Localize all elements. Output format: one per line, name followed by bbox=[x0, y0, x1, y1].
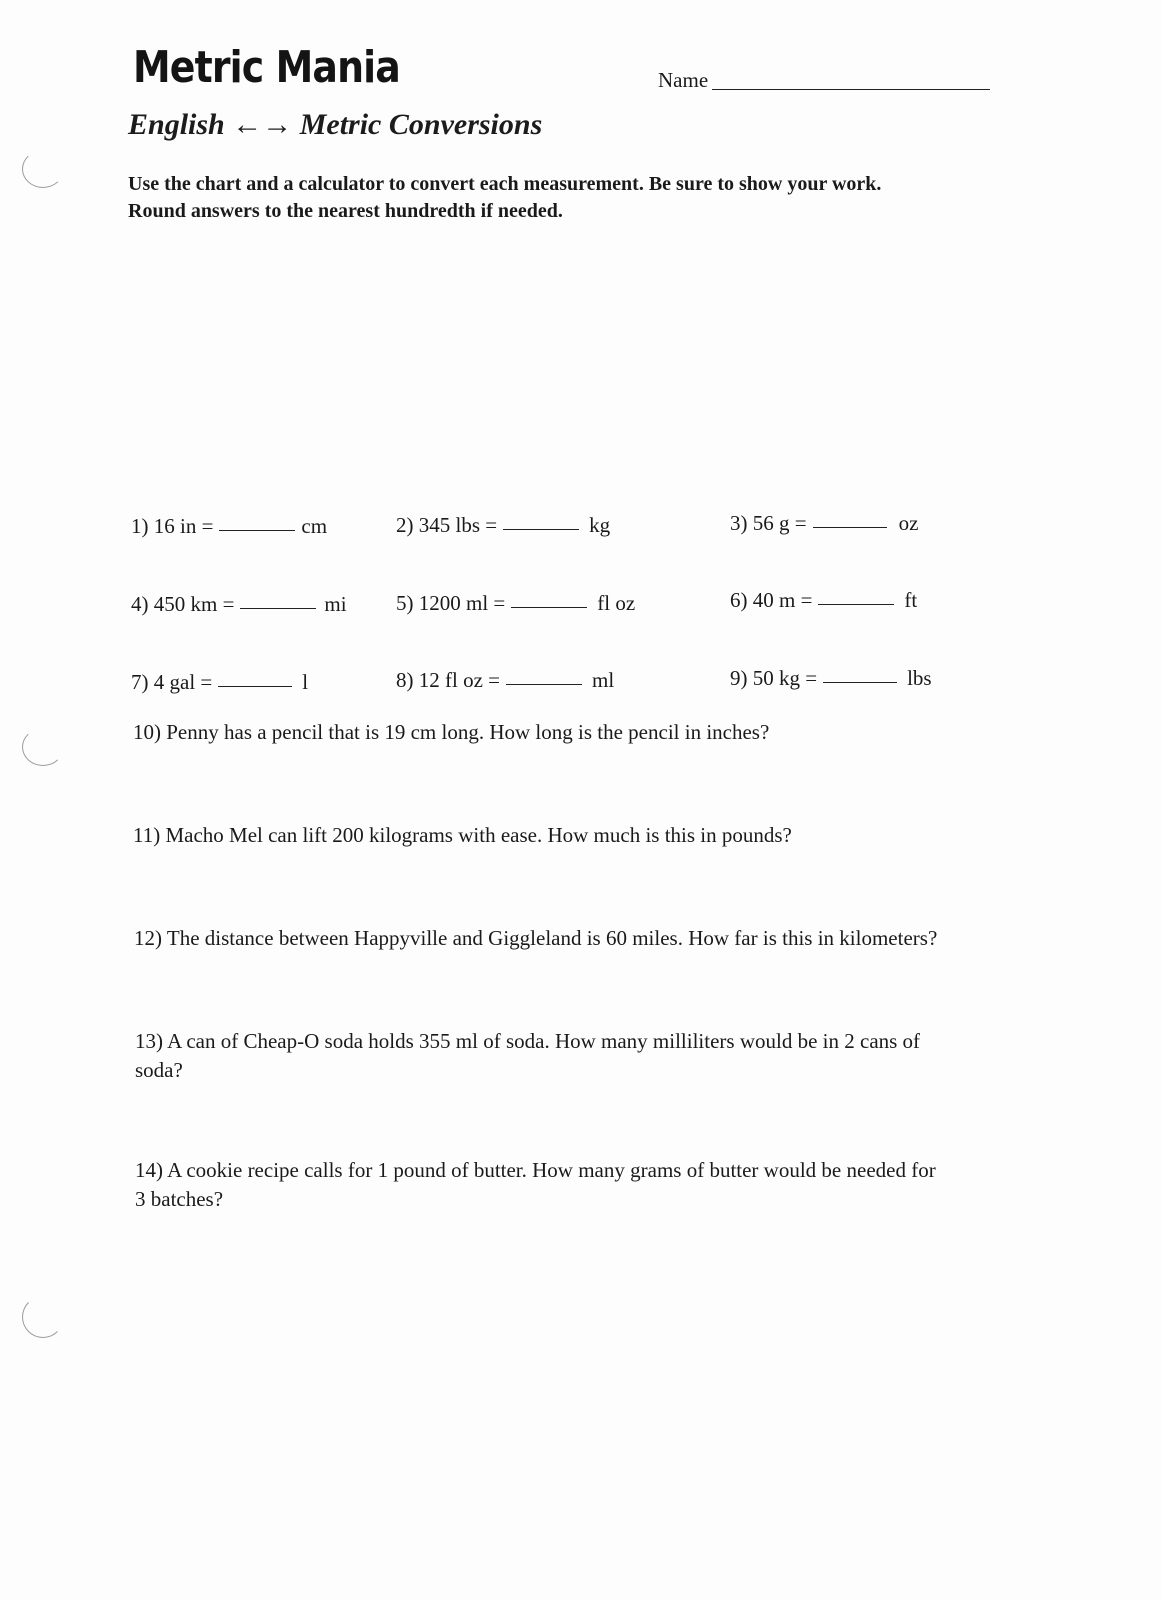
problem-unit: ml bbox=[592, 668, 615, 692]
name-field-line[interactable] bbox=[712, 89, 990, 90]
word-problem-14-line-1: 14) A cookie recipe calls for 1 pound of butter. How many grams of butter would be needed for bbox=[135, 1158, 936, 1182]
answer-blank[interactable] bbox=[511, 606, 587, 608]
problem-unit: kg bbox=[589, 513, 611, 537]
problem-7 bbox=[131, 670, 308, 695]
problem-unit: l bbox=[302, 670, 309, 694]
problem-unit: mi bbox=[324, 592, 347, 616]
word-problem-10: 10) Penny has a pencil that is 19 cm long. How long is the pencil in inches? bbox=[133, 720, 770, 744]
word-problem-13-line-1: 13) A can of Cheap-O soda holds 355 ml of soda. How many milliliters would be in 2 cans of bbox=[135, 1029, 921, 1053]
problem-3 bbox=[730, 511, 918, 536]
hole-punch-mark-top bbox=[22, 150, 64, 188]
answer-blank[interactable] bbox=[218, 685, 292, 687]
word-problem-13-line-2: soda? bbox=[135, 1058, 183, 1082]
problem-prompt: 3) 56 g = bbox=[730, 511, 807, 535]
worksheet-title: Metric Mania bbox=[133, 42, 400, 93]
word-problem-13 bbox=[135, 1027, 920, 1085]
word-problem-12: 12) The distance between Happyville and Giggleland is 60 miles. How far is this in kilometers? bbox=[134, 926, 938, 950]
problem-9 bbox=[730, 666, 932, 691]
instructions-line-2: Round answers to the nearest hundredth if needed. bbox=[128, 200, 563, 222]
word-problem-14-line-2: 3 batches? bbox=[135, 1187, 224, 1211]
answer-blank[interactable] bbox=[240, 607, 316, 609]
instructions-line-1: Use the chart and a calculator to convert each measurement. Be sure to show your work. bbox=[128, 173, 882, 195]
answer-blank[interactable] bbox=[823, 681, 897, 683]
problem-5 bbox=[396, 591, 635, 616]
answer-blank[interactable] bbox=[818, 603, 894, 605]
answer-blank[interactable] bbox=[219, 529, 295, 531]
problem-6 bbox=[730, 588, 917, 613]
problem-prompt: 6) 40 m = bbox=[730, 588, 813, 612]
problem-prompt: 9) 50 kg = bbox=[730, 666, 818, 690]
problem-unit: ft bbox=[904, 588, 918, 612]
problem-1 bbox=[131, 514, 327, 539]
problem-2 bbox=[396, 513, 610, 538]
hole-punch-mark-bottom bbox=[22, 1296, 64, 1338]
problem-prompt: 1) 16 in = bbox=[131, 514, 214, 538]
problem-unit: fl oz bbox=[597, 591, 636, 615]
answer-blank[interactable] bbox=[813, 526, 887, 528]
instructions bbox=[128, 171, 1028, 225]
hole-punch-mark-middle bbox=[22, 728, 64, 766]
problem-8 bbox=[396, 668, 614, 693]
problem-prompt: 8) 12 fl oz = bbox=[396, 668, 500, 692]
problem-prompt: 5) 1200 ml = bbox=[396, 591, 506, 615]
problem-prompt: 4) 450 km = bbox=[131, 592, 235, 616]
problem-prompt: 2) 345 lbs = bbox=[396, 513, 498, 537]
problem-prompt: 7) 4 gal = bbox=[131, 670, 213, 694]
worksheet-subtitle: English ←→ Metric Conversions bbox=[128, 108, 543, 141]
word-problem-11: 11) Macho Mel can lift 200 kilograms with ease. How much is this in pounds? bbox=[133, 823, 792, 847]
answer-blank[interactable] bbox=[503, 528, 579, 530]
problem-unit: oz bbox=[898, 511, 919, 535]
name-label: Name bbox=[658, 68, 709, 92]
problem-unit: cm bbox=[301, 514, 328, 538]
problem-unit: lbs bbox=[907, 666, 932, 690]
answer-blank[interactable] bbox=[506, 683, 582, 685]
word-problem-14 bbox=[135, 1156, 936, 1214]
problem-4 bbox=[131, 592, 347, 617]
